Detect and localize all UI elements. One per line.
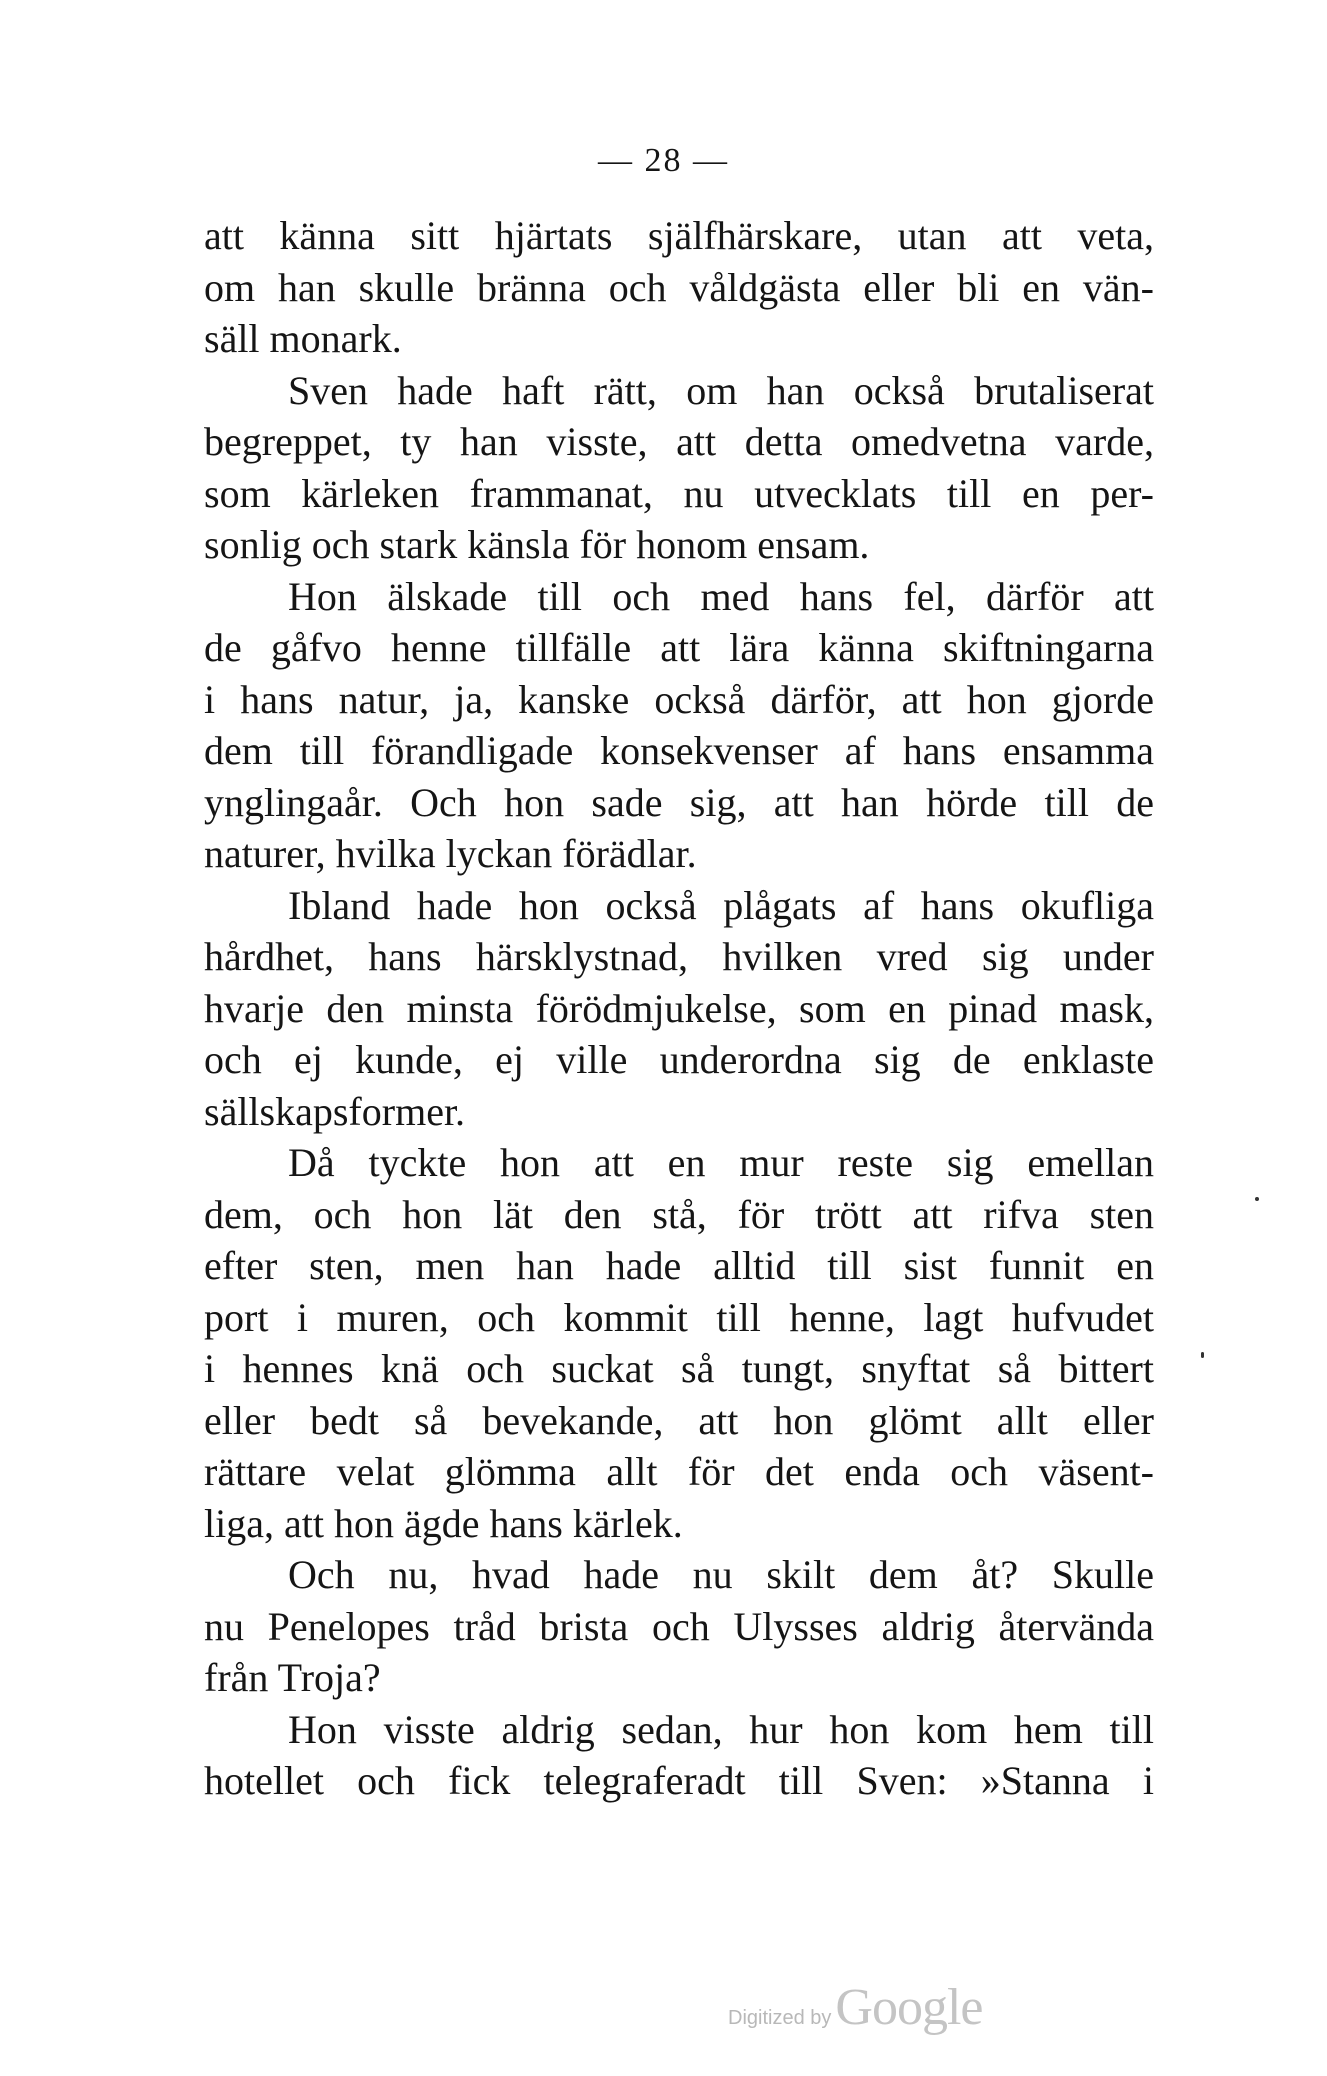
text-line: rättare velat glömma allt för det enda och väsent- — [204, 1449, 1154, 1494]
text-line: i hennes knä och suckat så tungt, snyftat så bittert — [204, 1346, 1154, 1391]
scan-speck — [1201, 1352, 1204, 1358]
text-line: begreppet, ty han visste, att detta omedvetna varde, — [204, 419, 1154, 464]
paragraph-start-line: Sven hade haft rätt, om han också brutaliserat — [288, 367, 1154, 413]
paragraph-start-line: Och nu, hvad hade nu skilt dem åt? Skulle — [288, 1552, 1154, 1597]
text-line: säll monark. — [204, 316, 402, 361]
text-line: nu Penelopes tråd brista och Ulysses aldrig återvända — [204, 1603, 1154, 1649]
text-line: att känna sitt hjärtats själfhärskare, utan att veta, — [204, 213, 1154, 258]
paragraph-start-line: Hon älskade till och med hans fel, därför att — [288, 573, 1154, 619]
text-line: eller bedt så bevekande, att hon glömt allt eller — [204, 1397, 1154, 1443]
text-line: som kärleken frammanat, nu utvecklats till en per- — [204, 470, 1154, 516]
text-line: om han skulle bränna och våldgästa eller bli en vän- — [204, 264, 1154, 310]
text-line: port i muren, och kommit till henne, lagt hufvudet — [204, 1294, 1154, 1340]
text-line: naturer, hvilka lyckan förädlar. — [204, 831, 697, 876]
watermark-prefix: Digitized by — [728, 2007, 832, 2029]
paragraph-start-line: Hon visste aldrig sedan, hur hon kom hem till — [288, 1706, 1154, 1752]
text-line: hårdhet, hans härsklystnad, hvilken vred sig under — [204, 934, 1154, 979]
text-line: dem till förandligade konsekvenser af hans ensamma — [204, 728, 1154, 773]
google-watermark — [728, 1978, 982, 2038]
text-line: sällskapsformer. — [204, 1088, 466, 1134]
google-logo: Google — [835, 1979, 983, 2036]
body-text — [204, 210, 1154, 1807]
text-line: sonlig och stark känsla för honom ensam. — [204, 522, 870, 567]
text-line: dem, och hon lät den stå, för trött att rifva sten — [204, 1191, 1154, 1237]
text-line: i hans natur, ja, kanske också därför, att hon gjorde — [204, 676, 1154, 722]
text-line: hotellet och fick telegraferadt till Sven: »Stanna i — [204, 1758, 1154, 1803]
text-line: från Troja? — [204, 1655, 381, 1700]
scan-speck — [1255, 1197, 1259, 1201]
text-line: liga, att hon ägde hans kärlek. — [204, 1500, 683, 1546]
text-line: ynglingaår. Och hon sade sig, att han hörde till de — [204, 779, 1154, 825]
text-line: hvarje den minsta förödmjukelse, som en pinad mask, — [204, 985, 1154, 1031]
text-line: de gåfvo henne tillfälle att lära känna skiftningarna — [204, 625, 1154, 670]
text-line: och ej kunde, ej ville underordna sig de enklaste — [204, 1037, 1154, 1082]
paragraph-start-line: Ibland hade hon också plågats af hans okufliga — [288, 882, 1154, 928]
text-line: efter sten, men han hade alltid till sist funnit en — [204, 1243, 1154, 1288]
page-number: — 28 — — [598, 142, 729, 179]
paragraph-start-line: Då tyckte hon att en mur reste sig emellan — [288, 1140, 1154, 1185]
